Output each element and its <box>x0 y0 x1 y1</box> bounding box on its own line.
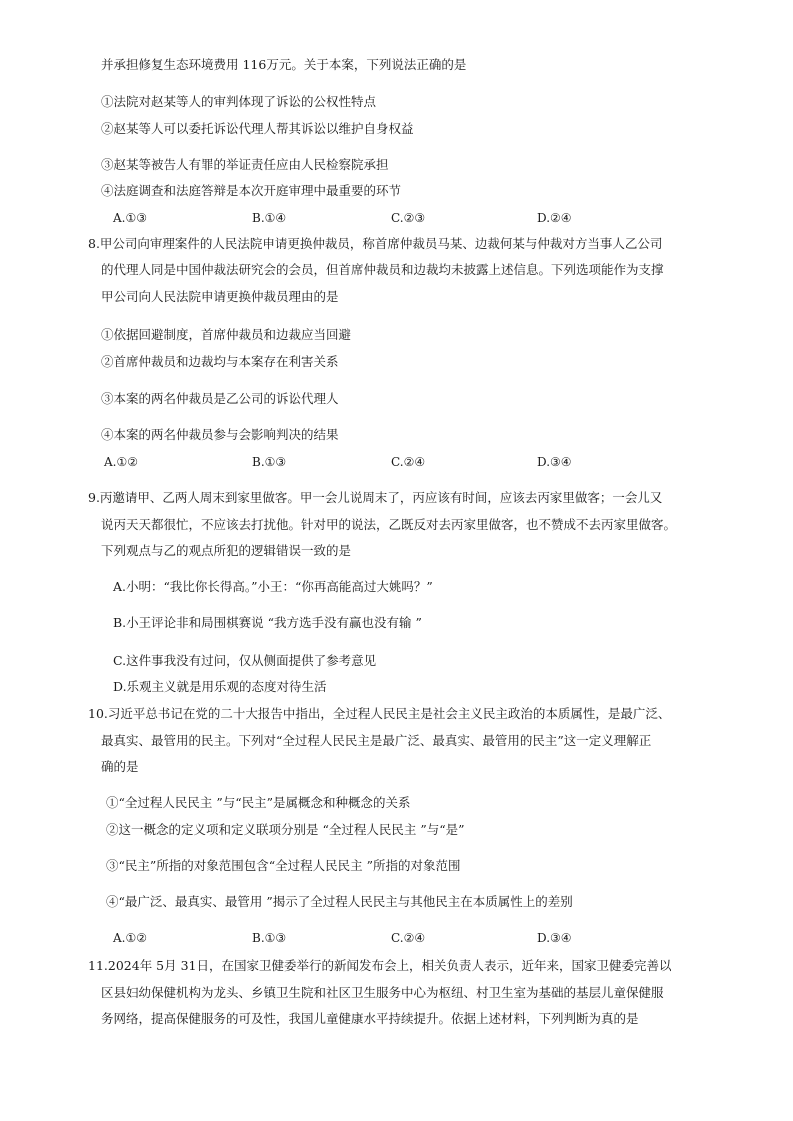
q10-stem-line-2: 最真实、最管用的民主。下列对“全过程人民民主是最广泛、最真实、最管用的民主”这一定义理解正 <box>101 733 652 748</box>
q9-option-b: B.小王评论非和局围棋赛说 “我方选手没有赢也没有输 ” <box>113 615 422 630</box>
q9-option-d: D.乐观主义就是用乐观的态度对待生活 <box>113 679 327 694</box>
q8-stem-line-3: 甲公司向人民法院申请更换仲裁员理由的是 <box>101 289 339 304</box>
q8-option-c: C.②④ <box>391 455 426 469</box>
q10-option-b: B.①③ <box>252 931 287 945</box>
q11-stem-line-1: 11.2024年 5月 31日，在国家卫健委举行的新闻发布会上，相关负责人表示，近年来，国家卫健委完善以 <box>88 958 672 973</box>
q8-stem-line-2: 的代理人同是中国仲裁法研究会的会员，但首席仲裁员和边裁均未披露上述信息。下列选项能作为支撑 <box>101 262 664 277</box>
q10-option-a: A.①② <box>113 931 147 945</box>
q8-item-4: ④本案的两名仲裁员参与会影响判决的结果 <box>101 427 339 442</box>
q9-option-a: A.小明：“我比你长得高。”小王：“你再高能高过大姚吗？” <box>113 579 433 594</box>
q10-options <box>0 930 793 946</box>
q8-item-1: ①依据回避制度，首席仲裁员和边裁应当回避 <box>101 327 352 342</box>
q8-stem-line-1: 8.甲公司向审理案件的人民法院申请更换仲裁员，称首席仲裁员马某、边裁何某与仲裁对方当事人乙公司 <box>88 236 663 251</box>
q11-stem-line-3: 务网络，提高保健服务的可及性，我国儿童健康水平持续提升。依据上述材料，下列判断为真的是 <box>101 1011 639 1026</box>
q10-item-2: ②这一概念的定义项和定义联项分别是 “全过程人民民主 ”与“是” <box>106 822 465 837</box>
q7-stem-end: 并承担修复生态环境费用 116万元。关于本案，下列说法正确的是 <box>101 57 467 72</box>
q9-stem-line-3: 下列观点与乙的观点所犯的逻辑错误一致的是 <box>101 543 352 558</box>
q10-item-1: ①“全过程人民民主 ”与“民主”是属概念和种概念的关系 <box>106 795 411 810</box>
q10-option-c: C.②④ <box>391 931 426 945</box>
q11-stem-line-2: 区县妇幼保健机构为龙头、乡镇卫生院和社区卫生服务中心为枢纽、村卫生室为基础的基层儿童保健服 <box>101 985 664 1000</box>
q9-stem-line-2: 说丙天天都很忙，不应该去打扰他。针对甲的说法，乙既反对去丙家里做客，也不赞成不去丙家里做客。 <box>101 517 677 532</box>
q8-item-3: ③本案的两名仲裁员是乙公司的诉讼代理人 <box>101 391 339 406</box>
q7-option-d: D.②④ <box>537 211 572 225</box>
q10-stem-line-3: 确的是 <box>101 759 139 774</box>
q7-item-3: ③赵某等被告人有罪的举证责任应由人民检察院承担 <box>101 157 389 172</box>
q10-stem-line-1: 10.习近平总书记在党的二十大报告中指出，全过程人民民主是社会主义民主政治的本质属性，是最广泛、 <box>88 706 671 721</box>
q8-options <box>0 454 793 470</box>
q9-option-c: C.这件事我没有过问，仅从侧面提供了参考意见 <box>113 653 377 668</box>
q8-option-d: D.③④ <box>537 455 572 469</box>
q7-item-2: ②赵某等人可以委托诉讼代理人帮其诉讼以维护自身权益 <box>101 121 414 136</box>
q7-item-1: ①法院对赵某等人的审判体现了诉讼的公权性特点 <box>101 94 377 109</box>
q7-item-4: ④法庭调查和法庭答辩是本次开庭审理中最重要的环节 <box>101 183 402 198</box>
q10-option-d: D.③④ <box>537 931 572 945</box>
q8-option-b: B.①③ <box>252 455 287 469</box>
q10-item-4: ④“最广泛、最真实、最管用 ”揭示了全过程人民民主与其他民主在本质属性上的差别 <box>106 894 573 909</box>
q7-options <box>0 210 793 226</box>
q8-option-a: A.①② <box>104 455 138 469</box>
q10-item-3: ③“民主”所指的对象范围包含“全过程人民民主 ”所指的对象范围 <box>106 858 461 873</box>
q7-option-b: B.①④ <box>252 211 287 225</box>
q9-stem-line-1: 9.丙邀请甲、乙两人周末到家里做客。甲一会儿说周末了，丙应该有时间，应该去丙家里做客；一会儿又 <box>88 490 663 505</box>
q7-option-c: C.②③ <box>391 211 426 225</box>
q7-option-a: A.①③ <box>113 211 147 225</box>
q8-item-2: ②首席仲裁员和边裁均与本案存在利害关系 <box>101 354 339 369</box>
